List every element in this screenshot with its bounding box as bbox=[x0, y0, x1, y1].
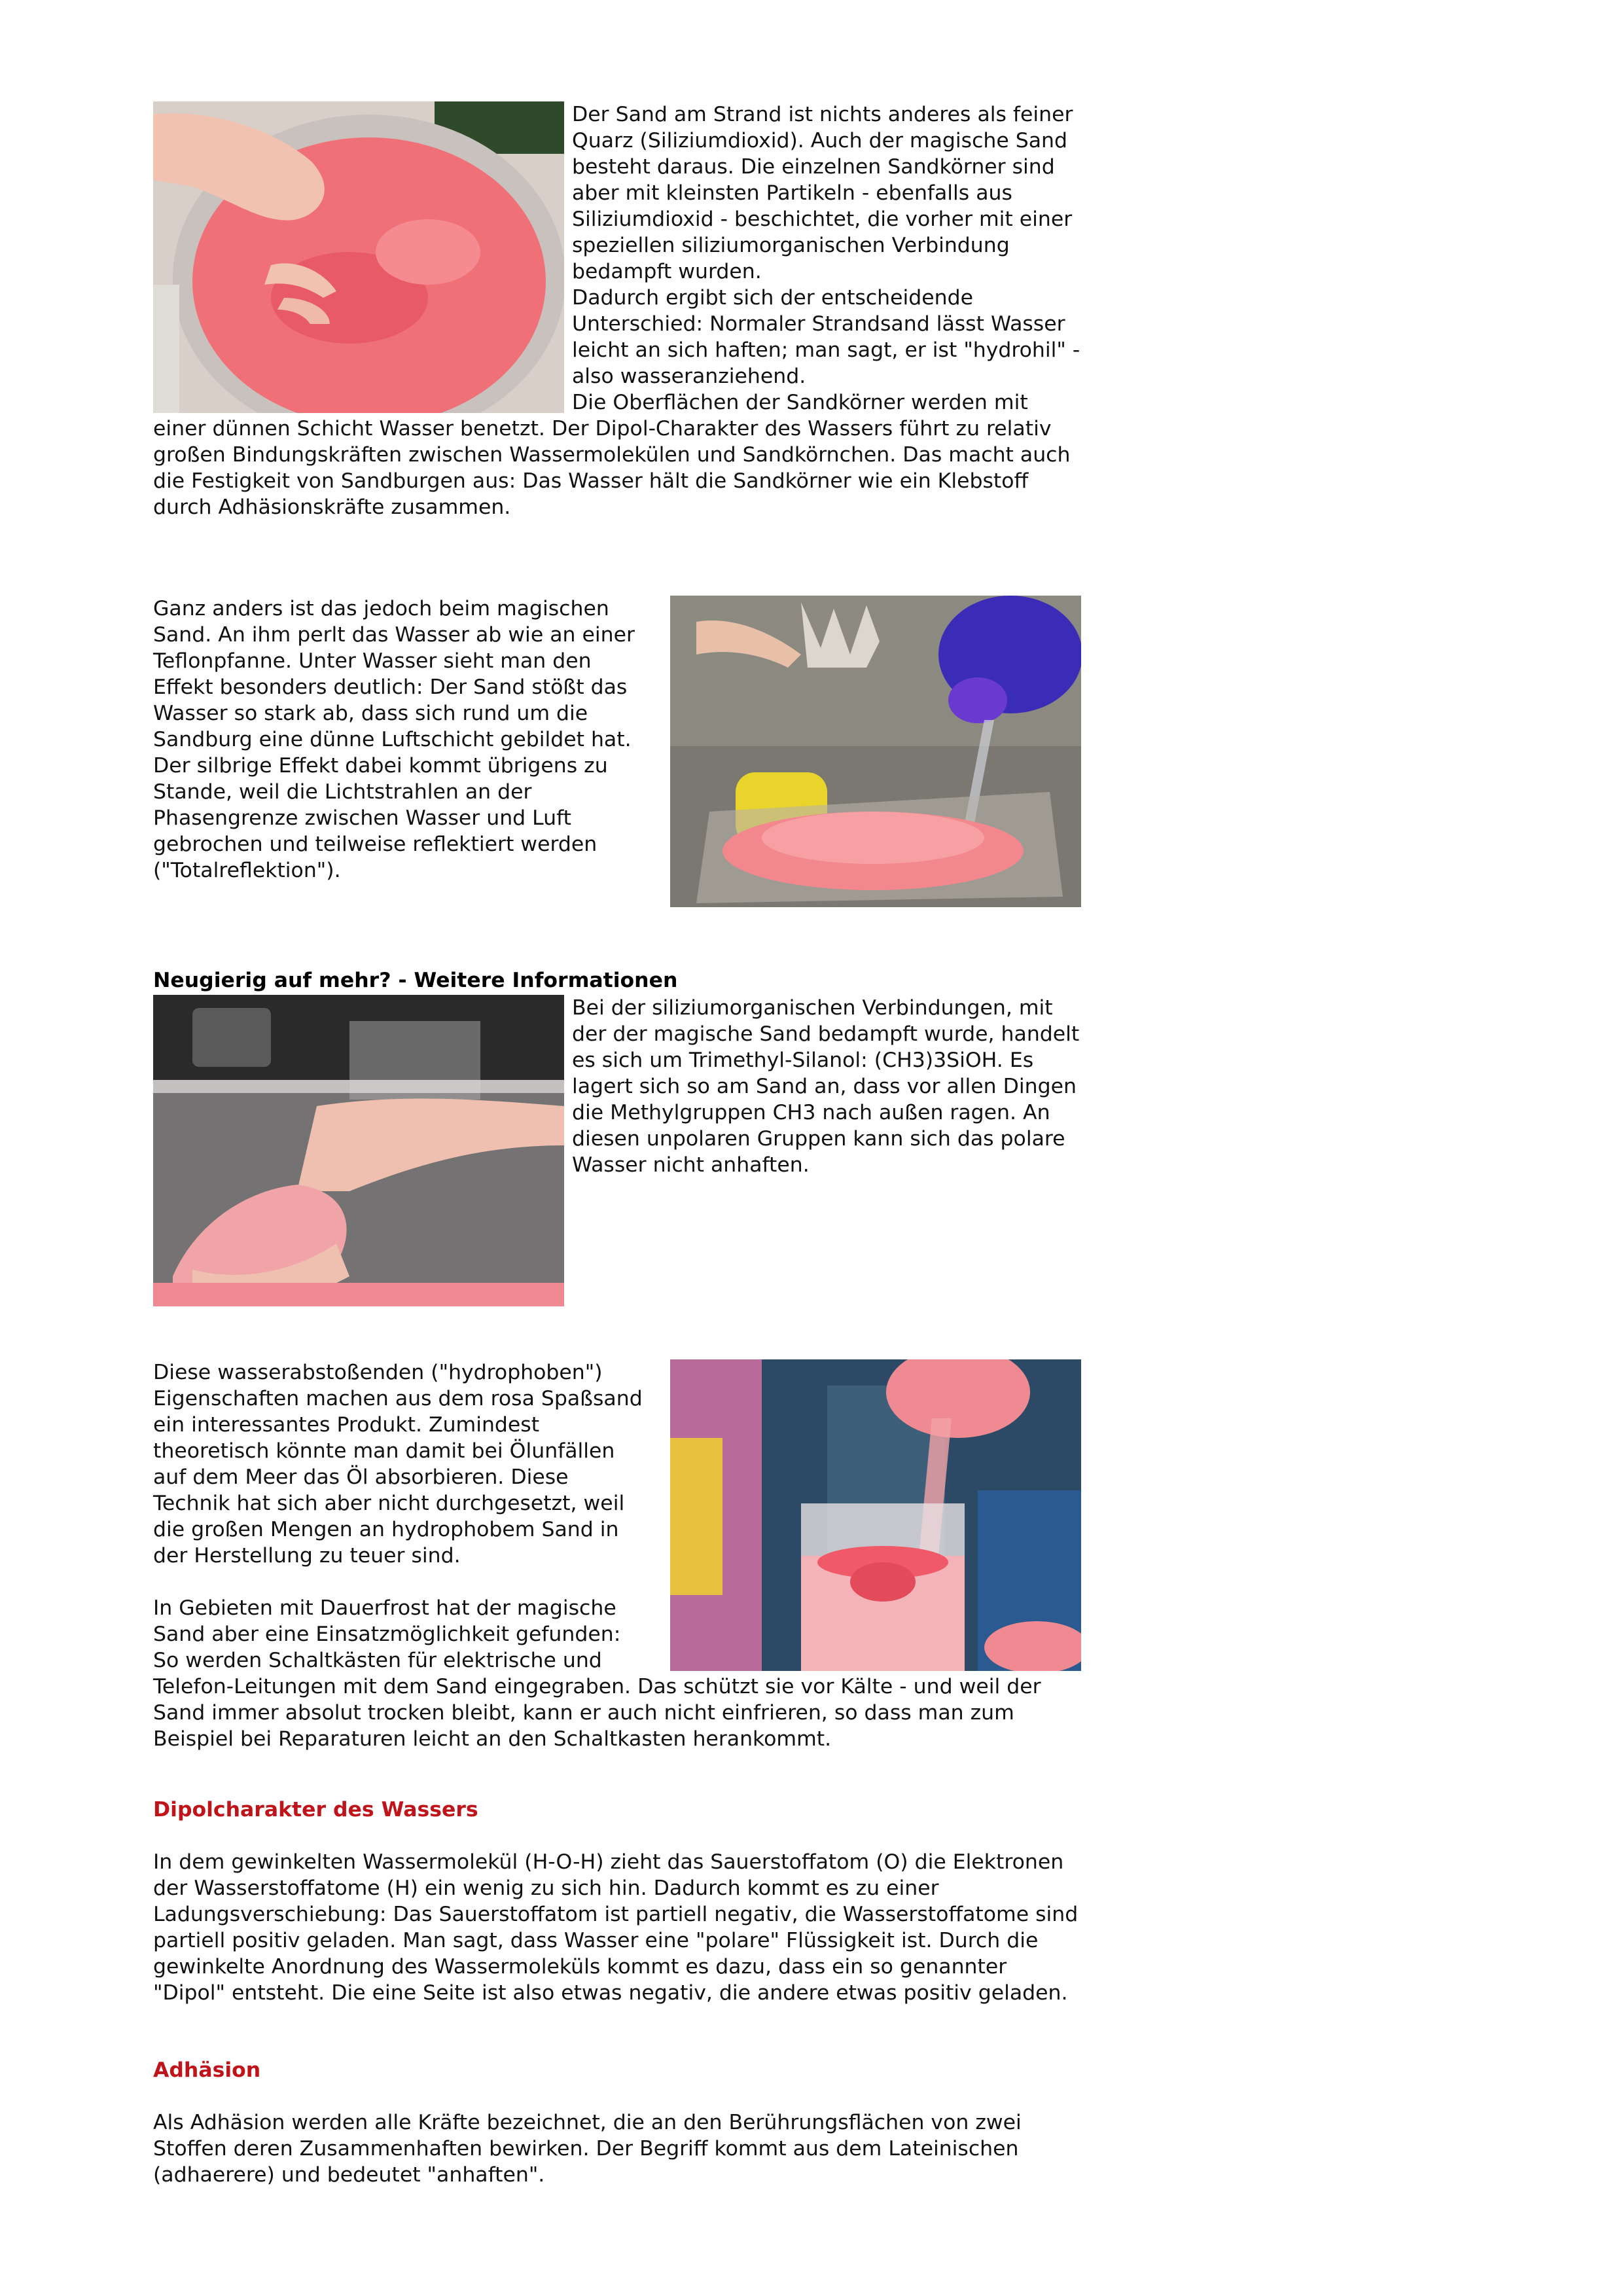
photo-pouring-water-on-sand bbox=[670, 596, 1081, 907]
paragraph-block-adhaesion bbox=[153, 2109, 1081, 2188]
paragraph-block-teflon bbox=[153, 596, 1081, 907]
photo-hand-in-pink-sand bbox=[153, 101, 564, 413]
paragraph-block-hydrophob bbox=[153, 1359, 1081, 1752]
section-heading-dipol: Dipolcharakter des Wassers bbox=[153, 1798, 478, 1821]
paragraph-quarz: Der Sand am Strand ist nichts anderes als feiner Quarz (Siliziumdioxid). Auch der magische Sand besteht daraus. Die einzelnen Sandkörner sind aber mit kleinsten Partikeln - ebenfalls aus Siliziumdioxid - beschichtet, die vorher mit einer speziellen siliziumorganischen Verbindung bedampft wurden. Dadurch ergibt sich der entscheidende Unterschied: Normaler Strandsand lässt Wasser leicht an sich haften; man sagt, er ist "hydrohil" - also wasseranziehend. Die Oberflächen der Sandkörner werden mit einer dünnen Schicht Wasser benetzt. Der Dipol-Charakter des Wassers führt zu relativ großen Bindungskräften zwischen Wassermolekülen und Sandkörnchen. Das macht auch die Festigkeit von Sandburgen aus: Das Wasser hält die Sandkörner wie ein Klebstoff durch Adhäsionskräfte zusammen. bbox=[153, 103, 1080, 519]
paragraph-silanol: Bei der siliziumorganischen Verbindungen, mit der der magische Sand bedampft wurde, handelt es sich um Trimethyl-Silanol: (CH3)3SiOH. Es lagert sich so am Sand an, dass vor allen Dingen die Methylgruppen CH3 nach außen ragen. An diesen unpolaren Gruppen kann sich das polare Wasser nicht anhaften. bbox=[572, 996, 1080, 1177]
paragraph-block-silanol bbox=[153, 995, 1081, 1306]
paragraph-teflon: Ganz anders ist das jedoch beim magischen Sand. An ihm perlt das Wasser ab wie an einer Teflonpfanne. Unter Wasser sieht man den Effekt besonders deutlich: Der Sand stößt das Wasser so stark ab, dass sich rund um die Sandburg eine dünne Luftschicht gebildet hat. Der silbrige Effekt dabei kommt übrigens zu Stande, weil die Lichtstrahlen an der Phasengrenze zwischen Wasser und Luft gebrochen und teilweise reflektiert werden ("Totalreflektion"). bbox=[153, 597, 635, 882]
paragraph-block-dipol bbox=[153, 1849, 1081, 2006]
paragraph-block-quarz bbox=[153, 101, 1081, 520]
section-heading-adhaesion: Adhäsion bbox=[153, 2058, 261, 2082]
paragraph-adhaesion: Als Adhäsion werden alle Kräfte bezeichnet, die an den Berührungsflächen von zwei Stoffen deren Zusammenhaften bewirken. Der Begriff kommt aus dem Lateinischen (adhaerere) und bedeutet "anhaften". bbox=[153, 2111, 1022, 2187]
photo-sand-into-beaker bbox=[670, 1359, 1081, 1671]
paragraph-hydrophob: Diese wasserabstoßenden ("hydrophoben") Eigenschaften machen aus dem rosa Spaßsand ein interessantes Produkt. Zumindest theoretisch könnte man damit bei Ölunfällen auf dem Meer das Öl absorbieren. Diese Technik hat sich aber nicht durchgesetzt, weil die großen Mengen an hydrophobem Sand in der Herstellung zu teuer sind. In Gebieten mit Dauerfrost hat der magische Sand aber eine Einsatzmöglichkeit gefunden: So werden Schaltkästen für elektrische und Telefon-Leitungen mit dem Sand eingegraben. Das schützt sie vor Kälte - und weil der Sand immer absolut trocken bleibt, kann er auch nicht einfrieren, so dass man zum Beispiel bei Reparaturen leicht an den Schaltkasten herankommt. bbox=[153, 1361, 1041, 1751]
photo-sand-under-water bbox=[153, 995, 564, 1306]
paragraph-dipol: In dem gewinkelten Wassermolekül (H-O-H) zieht das Sauerstoffatom (O) die Elektronen der Wasserstoffatome (H) ein wenig zu sich hin. Dadurch kommt es zu einer Ladungsverschiebung: Das Sauerstoffatom ist partiell negativ, die Wasserstoffatome sind partiell positiv geladen. Man sagt, dass Wasser eine "polare" Flüssigkeit ist. Durch die gewinkelte Anordnung des Wassermoleküls kommt es dazu, dass ein so genannter "Dipol" entsteht. Die eine Seite ist also etwas negativ, die andere etwas positiv geladen. bbox=[153, 1850, 1079, 2005]
section-heading-more-info: Neugierig auf mehr? - Weitere Informationen bbox=[153, 969, 678, 992]
